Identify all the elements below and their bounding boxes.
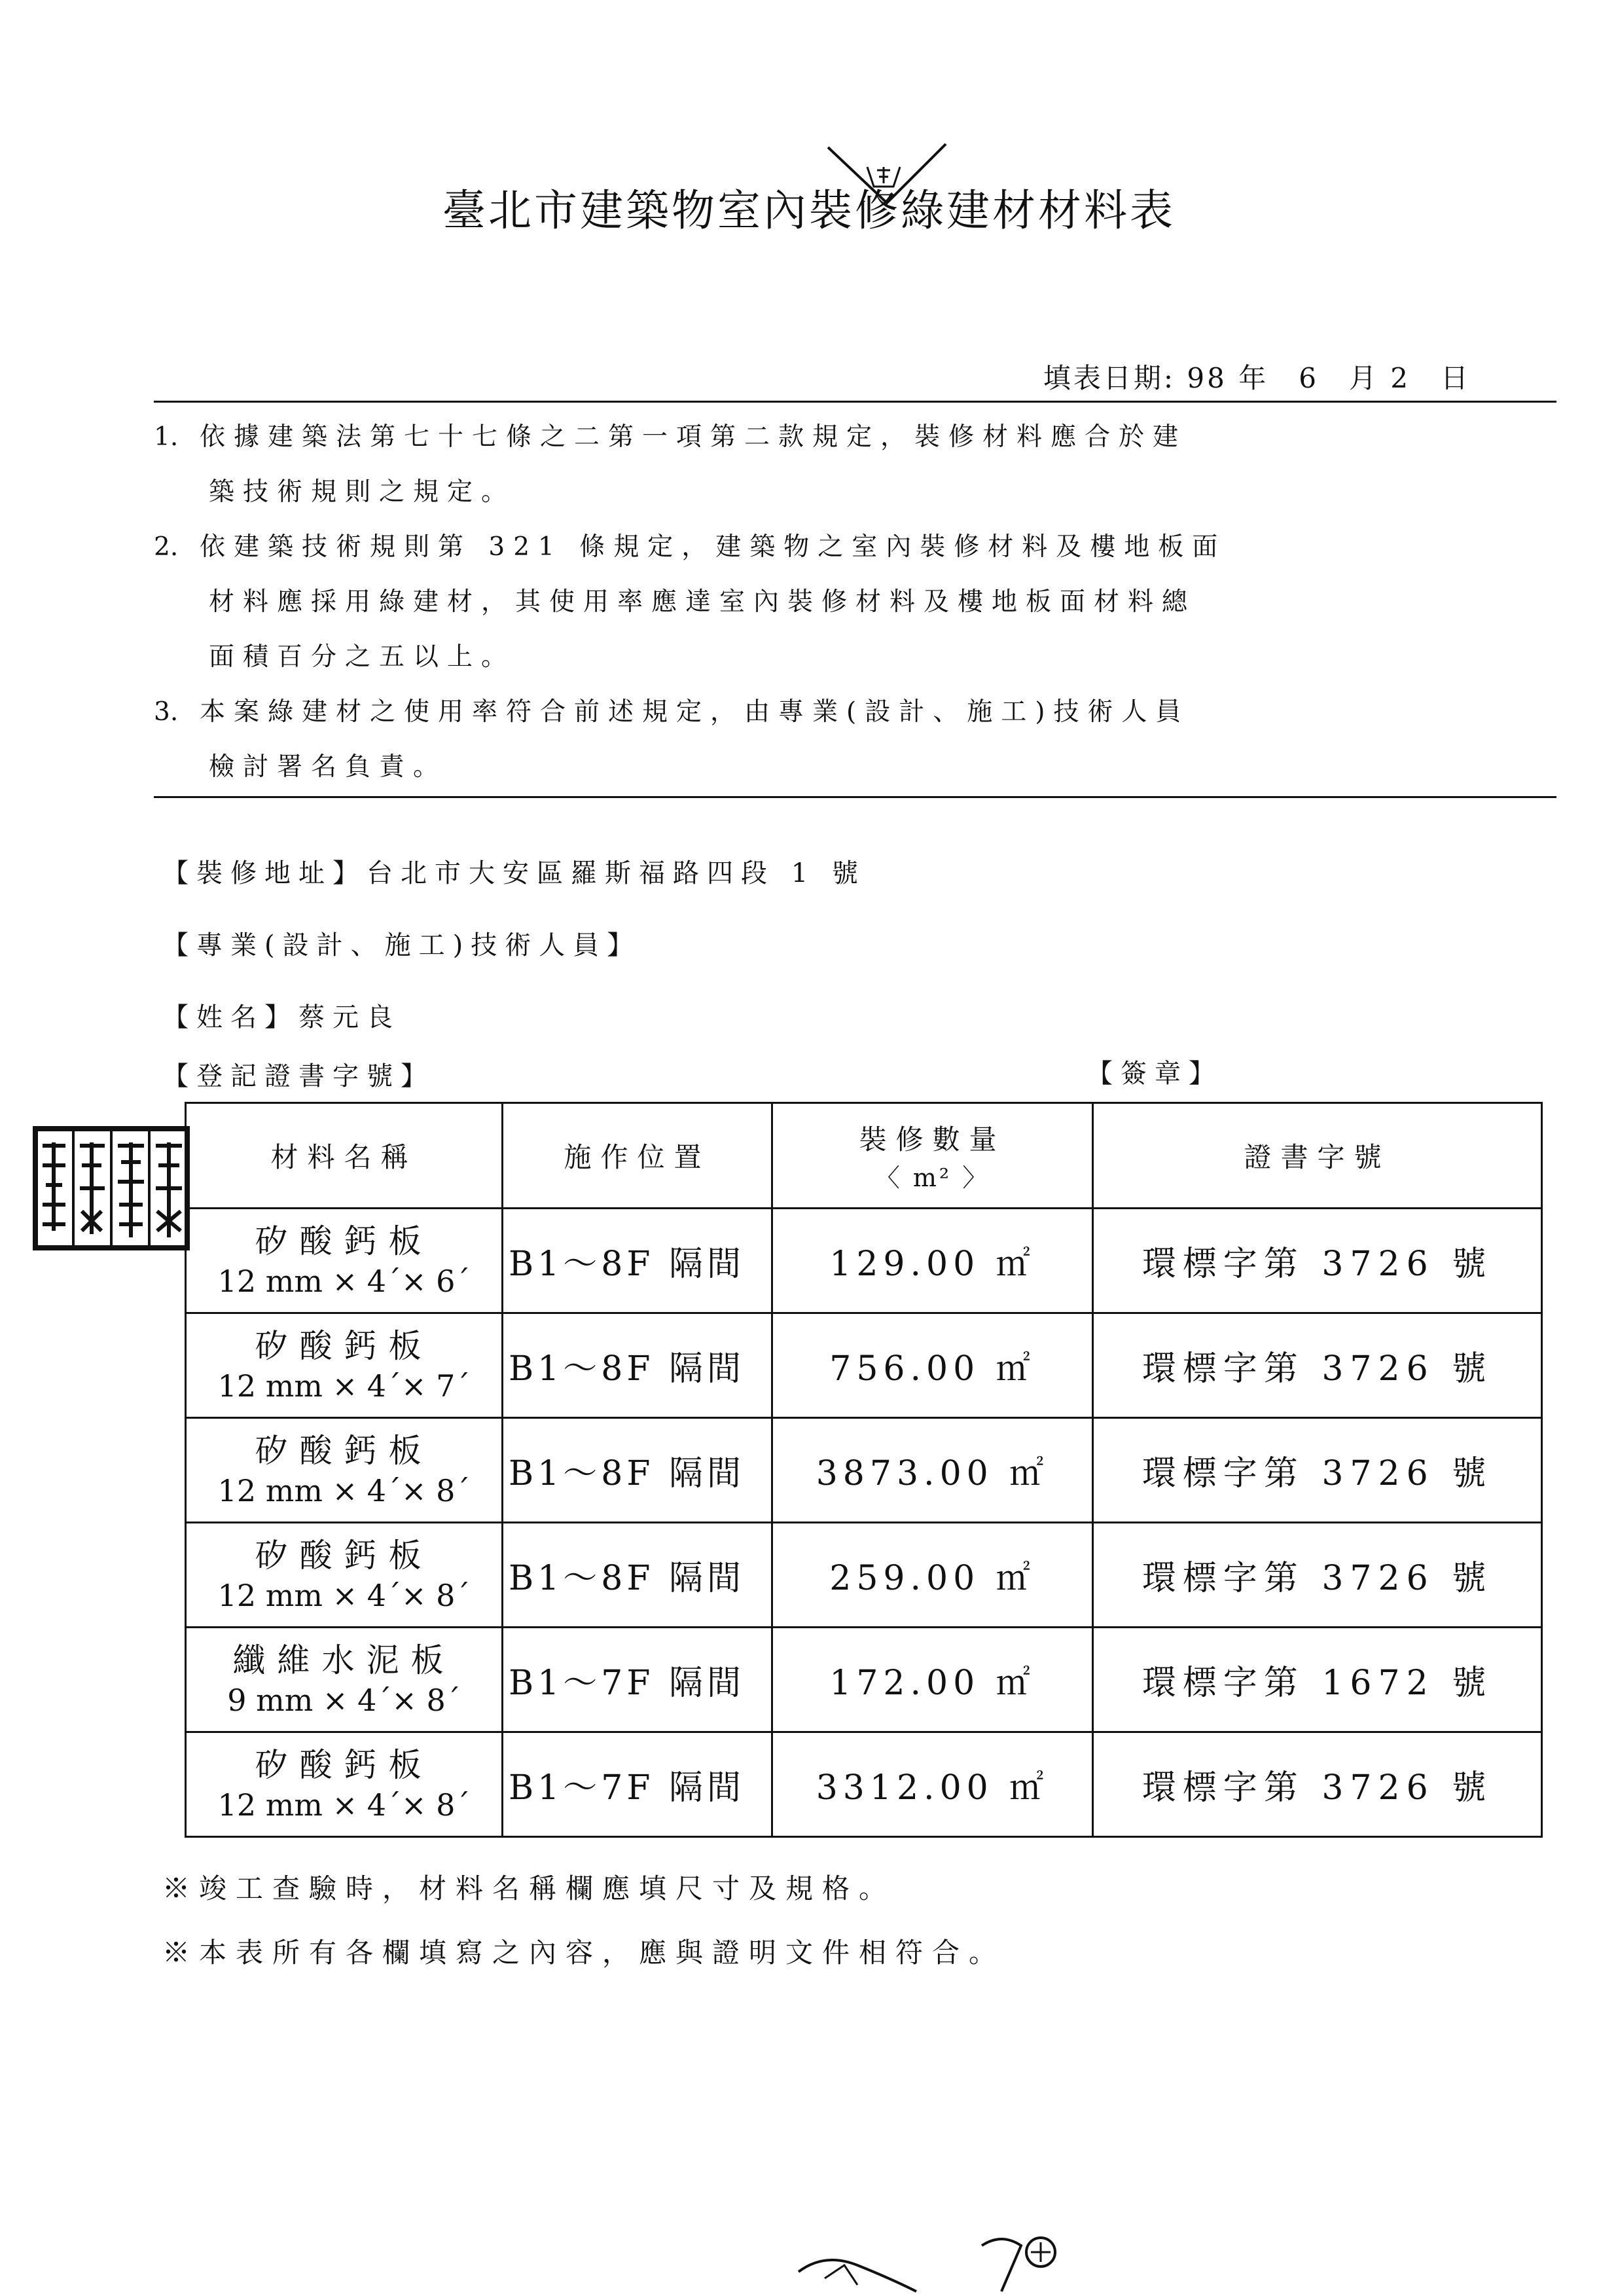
note-number: 1. bbox=[154, 422, 179, 452]
fill-date: 填表日期: 98 年 6 月 2 日 bbox=[1043, 362, 1471, 394]
header-quantity-unit: 〈 m² 〉 bbox=[874, 1163, 990, 1192]
material-spec: 12 mm × 4´× 8´ bbox=[217, 1577, 471, 1613]
material-spec: 12 mm × 4´× 8´ bbox=[217, 1787, 471, 1823]
material-spec: 9 mm × 4´× 8´ bbox=[227, 1682, 461, 1718]
position-cell: B1～8F 隔間 bbox=[503, 1523, 772, 1628]
material-name: 矽酸鈣板 bbox=[255, 1431, 433, 1470]
quantity-cell: 3312.00 ㎡ bbox=[772, 1732, 1093, 1837]
note-1 bbox=[154, 410, 1555, 520]
registration-cert-label: 【登記證書字號】 bbox=[162, 1061, 435, 1091]
certificate-cell: 環標字第 3726 號 bbox=[1093, 1209, 1542, 1313]
signature-label: 【簽章】 bbox=[1087, 1059, 1223, 1089]
divider-bottom bbox=[154, 796, 1556, 798]
table-header-row bbox=[186, 1103, 1542, 1209]
material-cell bbox=[186, 1732, 503, 1837]
material-spec: 12 mm × 4´× 8´ bbox=[217, 1472, 471, 1508]
position-cell: B1～7F 隔間 bbox=[503, 1628, 772, 1732]
quantity-cell: 259.00 ㎡ bbox=[772, 1523, 1093, 1628]
note-line: 本案綠建材之使用率符合前述規定，由專業(設計、施工)技術人員 bbox=[200, 697, 1190, 727]
quantity-cell: 3873.00 ㎡ bbox=[772, 1418, 1093, 1523]
header-certificate: 證書字號 bbox=[1093, 1103, 1542, 1209]
material-name: 矽酸鈣板 bbox=[255, 1536, 433, 1575]
renovation-address: 【裝修地址】台北市大安區羅斯福路四段 1 號 bbox=[162, 858, 866, 888]
material-cell bbox=[186, 1209, 503, 1313]
position-cell: B1～8F 隔間 bbox=[503, 1209, 772, 1313]
certificate-cell: 環標字第 3726 號 bbox=[1093, 1523, 1542, 1628]
table-row bbox=[186, 1523, 1542, 1628]
position-cell: B1～8F 隔間 bbox=[503, 1313, 772, 1418]
materials-table bbox=[185, 1102, 1543, 1838]
divider-top bbox=[154, 401, 1556, 403]
material-spec: 12 mm × 4´× 6´ bbox=[217, 1263, 471, 1299]
note-2 bbox=[154, 520, 1555, 685]
position-cell: B1～7F 隔間 bbox=[503, 1732, 772, 1837]
note-3 bbox=[154, 685, 1555, 795]
footnote-1: ※竣工查驗時，材料名稱欄應填尺寸及規格。 bbox=[162, 1872, 896, 1904]
material-spec: 12 mm × 4´× 7´ bbox=[217, 1368, 471, 1404]
material-name: 矽酸鈣板 bbox=[255, 1222, 433, 1260]
quantity-cell: 756.00 ㎡ bbox=[772, 1313, 1093, 1418]
note-line: 築技術規則之規定。 bbox=[209, 477, 516, 507]
note-line: 面積百分之五以上。 bbox=[209, 642, 516, 672]
footnote-2: ※本表所有各欄填寫之內容，應與證明文件相符合。 bbox=[162, 1937, 1006, 1969]
note-line: 檢討署名負責。 bbox=[209, 752, 448, 782]
table-row bbox=[186, 1418, 1542, 1523]
certificate-cell: 環標字第 1672 號 bbox=[1093, 1628, 1542, 1732]
material-name: 纖維水泥板 bbox=[232, 1641, 456, 1679]
table-row bbox=[186, 1628, 1542, 1732]
note-number: 2. bbox=[154, 532, 179, 562]
material-name: 矽酸鈣板 bbox=[255, 1326, 433, 1365]
document-title: 臺北市建築物室內裝修綠建材材料表 bbox=[442, 185, 1176, 236]
quantity-cell: 172.00 ㎡ bbox=[772, 1628, 1093, 1732]
note-line: 依建築技術規則第 321 條規定，建築物之室內裝修材料及樓地板面 bbox=[200, 532, 1227, 562]
material-cell bbox=[186, 1418, 503, 1523]
certificate-cell: 環標字第 3726 號 bbox=[1093, 1313, 1542, 1418]
signature-mark-bottom bbox=[785, 2226, 1067, 2296]
header-quantity-label: 裝修數量 bbox=[859, 1123, 1006, 1156]
note-line: 材料應採用綠建材，其使用率應達室內裝修材料及樓地板面材料總 bbox=[209, 587, 1196, 617]
certificate-cell: 環標字第 3726 號 bbox=[1093, 1732, 1542, 1837]
position-cell: B1～8F 隔間 bbox=[503, 1418, 772, 1523]
material-cell bbox=[186, 1313, 503, 1418]
table-row bbox=[186, 1313, 1542, 1418]
note-number: 3. bbox=[154, 697, 179, 727]
header-material: 材料名稱 bbox=[186, 1103, 503, 1209]
material-name: 矽酸鈣板 bbox=[255, 1745, 433, 1784]
note-line: 依據建築法第七十七條之二第一項第二款規定，裝修材料應合於建 bbox=[200, 422, 1187, 452]
professional-label: 【專業(設計、施工)技術人員】 bbox=[162, 930, 641, 960]
table-row bbox=[186, 1209, 1542, 1313]
professional-name: 【姓名】蔡元良 bbox=[162, 1002, 401, 1032]
table-row bbox=[186, 1732, 1542, 1837]
material-cell bbox=[186, 1628, 503, 1732]
official-seal bbox=[33, 1126, 190, 1250]
header-quantity bbox=[772, 1103, 1093, 1209]
quantity-cell: 129.00 ㎡ bbox=[772, 1209, 1093, 1313]
header-position: 施作位置 bbox=[503, 1103, 772, 1209]
certificate-cell: 環標字第 3726 號 bbox=[1093, 1418, 1542, 1523]
material-cell bbox=[186, 1523, 503, 1628]
